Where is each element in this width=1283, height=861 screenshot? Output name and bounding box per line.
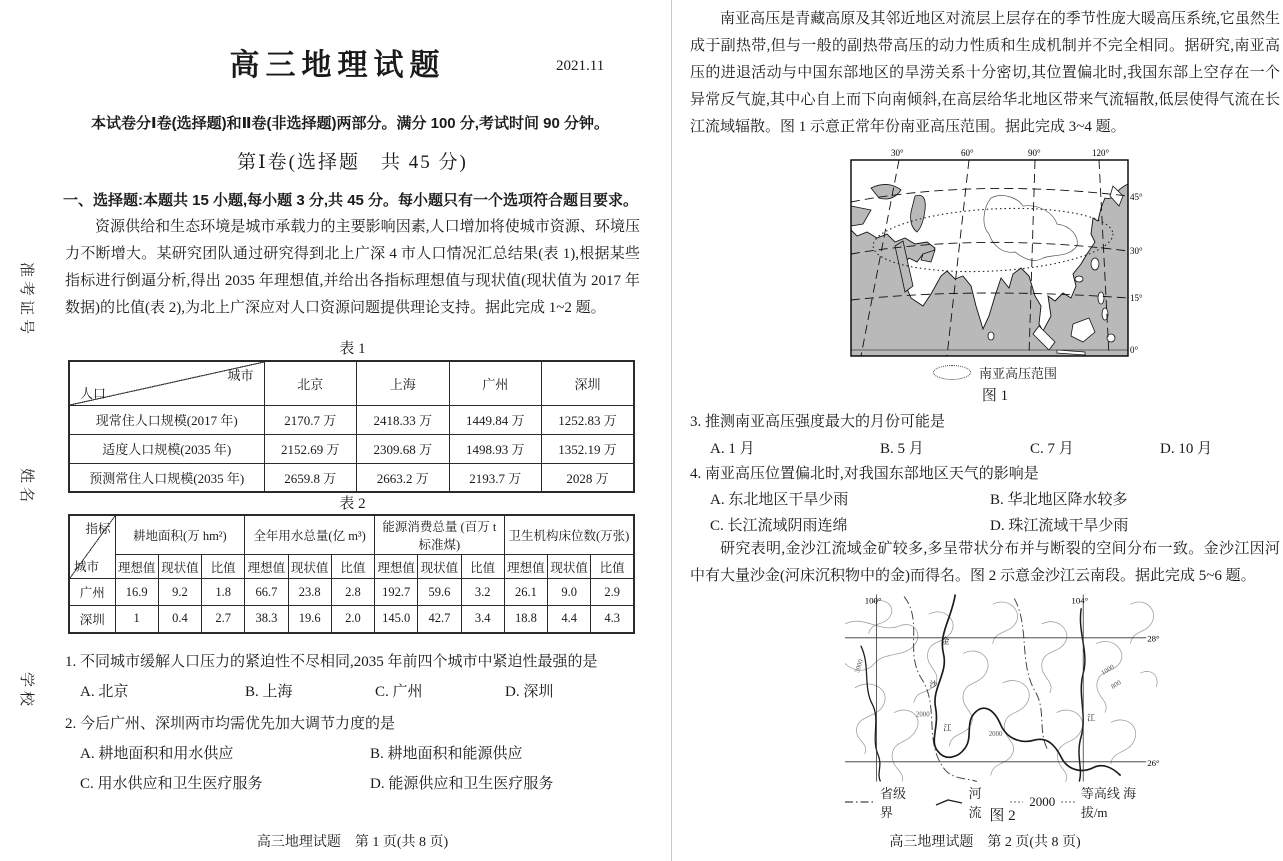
table2-cell: 16.9 bbox=[115, 579, 158, 606]
fig2-tick-104e: 104° bbox=[1071, 595, 1089, 606]
table-row bbox=[69, 606, 634, 633]
table2-row-label: 广州 bbox=[69, 579, 115, 606]
question-4-stem: 4. 南亚高压位置偏北时,对我国东部地区天气的影响是 bbox=[690, 466, 1039, 482]
fig1-tick-0: 0° bbox=[1130, 345, 1139, 355]
table2-subheader: 现状值 bbox=[158, 555, 201, 579]
table-row bbox=[69, 463, 634, 492]
table1-cell: 2418.33 万 bbox=[357, 405, 450, 434]
table2-corner-top: 指标 bbox=[85, 522, 111, 536]
fig2-legend-boundary: 省级界 bbox=[879, 786, 906, 820]
table2-cell: 9.0 bbox=[548, 579, 591, 606]
table2-subheader: 现状值 bbox=[418, 555, 461, 579]
figure-2-caption: 图 2 bbox=[989, 808, 1016, 824]
fig2-legend-contour-label: 等高线 海拔/m bbox=[1080, 786, 1137, 820]
question-3-stem: 3. 推测南亚高压强度最大的月份可能是 bbox=[690, 414, 946, 430]
question-2-options-row1 bbox=[65, 742, 640, 764]
table2-caption: 表 2 bbox=[339, 496, 366, 512]
table1-corner-bottom: 人口 bbox=[80, 385, 107, 401]
fig2-legend-river: 河流 bbox=[968, 786, 982, 820]
topo-map-graphic bbox=[845, 594, 1160, 782]
fig1-tick-60e: 60° bbox=[961, 148, 974, 158]
fig1-tick-15n: 15° bbox=[1130, 293, 1143, 303]
table2-corner-bottom: 城市 bbox=[74, 560, 100, 574]
table2-subheader: 理想值 bbox=[245, 555, 288, 579]
margin-label-name: 姓名 bbox=[18, 468, 35, 507]
table1-col-header: 广州 bbox=[449, 361, 542, 405]
fig2-legend-contour-value: 2000 bbox=[1029, 794, 1056, 809]
table2-cell: 2.8 bbox=[331, 579, 374, 606]
table-2 bbox=[68, 514, 635, 634]
intro-paragraph-jinsha-river: 研究表明,金沙江流域金矿较多,多呈带状分布并与断裂的空间分布一致。金沙江因河中有大量沙金(河床沉积物中的金)而得名。图 2 示意金沙江云南段。据此完成 5~6 题。 bbox=[690, 541, 1280, 584]
river-name-char: 金 bbox=[941, 636, 950, 646]
table2-cell: 1.8 bbox=[202, 579, 245, 606]
option-c: C. 7 月 bbox=[1030, 441, 1074, 457]
table1-cell: 2663.2 万 bbox=[357, 463, 450, 492]
table1-row-label: 预测常住人口规模(2035 年) bbox=[69, 463, 264, 492]
option-c: C. 长江流域阴雨连绵 bbox=[710, 518, 848, 534]
fig2-tick-100e: 100° bbox=[864, 595, 882, 606]
contour-label: 800 bbox=[1110, 679, 1123, 691]
table2-subheader: 现状值 bbox=[548, 555, 591, 579]
option-d: D. 深圳 bbox=[505, 684, 554, 700]
table2-subheader: 现状值 bbox=[288, 555, 331, 579]
table1-caption: 表 1 bbox=[339, 341, 366, 357]
fig1-legend-label: 南亚高压范围 bbox=[978, 366, 1057, 381]
page-title: 高三地理试题 bbox=[229, 49, 446, 82]
figure-2-map bbox=[845, 594, 1160, 787]
page2-footer: 高三地理试题 第 2 页(共 8 页) bbox=[889, 835, 1081, 850]
exam-info: 本试卷分Ⅰ卷(选择题)和Ⅱ卷(非选择题)两部分。满分 100 分,考试时间 90 分钟。 bbox=[91, 115, 609, 132]
table2-cell: 9.2 bbox=[158, 579, 201, 606]
table1-col-header: 上海 bbox=[357, 361, 450, 405]
option-b: B. 5 月 bbox=[880, 441, 924, 457]
table1-cell: 1498.93 万 bbox=[449, 434, 542, 463]
table1-cell: 1449.84 万 bbox=[449, 405, 542, 434]
question-1-options bbox=[65, 680, 640, 702]
question-4-options-row1 bbox=[690, 488, 1280, 510]
option-b: B. 上海 bbox=[245, 684, 293, 700]
contour-label: 1000 bbox=[1100, 663, 1116, 677]
table2-cell: 19.6 bbox=[288, 606, 331, 633]
table2-group-header: 全年用水总量(亿 m³) bbox=[245, 515, 375, 555]
figure-1-map bbox=[843, 146, 1143, 366]
table1-corner-cell bbox=[69, 361, 264, 405]
table-row bbox=[69, 405, 634, 434]
table1-cell: 1252.83 万 bbox=[542, 405, 635, 434]
table-row bbox=[69, 434, 634, 463]
table-row bbox=[69, 579, 634, 606]
table2-corner-cell bbox=[69, 515, 115, 579]
option-d: D. 10 月 bbox=[1160, 441, 1213, 457]
table2-subheader: 比值 bbox=[461, 555, 504, 579]
table1-col-header: 深圳 bbox=[542, 361, 635, 405]
table1-cell: 2152.69 万 bbox=[264, 434, 357, 463]
table2-cell: 0.4 bbox=[158, 606, 201, 633]
table2-cell: 2.7 bbox=[202, 606, 245, 633]
table1-col-header: 北京 bbox=[264, 361, 357, 405]
figure-1-caption: 图 1 bbox=[981, 388, 1009, 404]
table2-subheader: 比值 bbox=[202, 555, 245, 579]
table2-group-header: 卫生机构床位数(万张) bbox=[504, 515, 634, 555]
intro-paragraph-south-asia-high: 南亚高压是青藏高原及其邻近地区对流层上层存在的季节性庞大暖高压系统,它虽然生成于副热带,但与一般的副热带高压的动力性质和生成机制并不完全相同。据研究,南亚高压的进退活动与中国东部地区的旱涝关系十分密切,其位置偏北时,我国东部上空存在一个异常反气旋,其中心自上而下向南倾斜,在高层给华北地区带来气流辐散,低层使得气流在长江流域辐散。图 1 示意正常年份南亚高压范围。据此完成 3~4 题。 bbox=[690, 11, 1280, 135]
exam-date: 2021.11 bbox=[556, 58, 605, 74]
option-b: B. 耕地面积和能源供应 bbox=[370, 746, 523, 762]
table2-subheader: 比值 bbox=[591, 555, 634, 579]
section-title: 第Ⅰ卷(选择题 共 45 分) bbox=[237, 152, 468, 173]
table2-cell: 4.4 bbox=[548, 606, 591, 633]
dotted-ellipse-icon bbox=[933, 365, 971, 380]
table2-cell: 2.0 bbox=[331, 606, 374, 633]
table2-subheader: 比值 bbox=[331, 555, 374, 579]
option-a: A. 东北地区干旱少雨 bbox=[710, 492, 849, 508]
table2-subheader: 理想值 bbox=[115, 555, 158, 579]
table2-row-label: 深圳 bbox=[69, 606, 115, 633]
table1-cell: 2193.7 万 bbox=[449, 463, 542, 492]
fig2-tick-28n: 28° bbox=[1147, 633, 1160, 644]
question-3-options bbox=[690, 437, 1280, 459]
river-name-char: 江 bbox=[943, 723, 952, 733]
fig1-tick-30e: 30° bbox=[891, 148, 904, 158]
figure-1-legend bbox=[845, 363, 1145, 382]
section-note: 一、选择题:本题共 15 小题,每小题 3 分,共 45 分。每小题只有一个选项符合题目要求。 bbox=[63, 192, 639, 209]
option-d: D. 能源供应和卫生医疗服务 bbox=[370, 776, 554, 792]
table2-cell: 59.6 bbox=[418, 579, 461, 606]
page1-footer: 高三地理试题 第 1 页(共 8 页) bbox=[256, 835, 449, 850]
table1-row-label: 适度人口规模(2035 年) bbox=[69, 434, 264, 463]
table2-cell: 3.2 bbox=[461, 579, 504, 606]
fig1-tick-45n: 45° bbox=[1130, 192, 1143, 202]
table2-cell: 23.8 bbox=[288, 579, 331, 606]
question-1-stem: 1. 不同城市缓解人口压力的紧迫性不尽相同,2035 年前四个城市中紧迫性最强的是 bbox=[65, 654, 598, 670]
table1-cell: 1352.19 万 bbox=[542, 434, 635, 463]
option-b: B. 华北地区降水较多 bbox=[990, 492, 1128, 508]
table2-cell: 42.7 bbox=[418, 606, 461, 633]
table2-cell: 1 bbox=[115, 606, 158, 633]
table1-corner-top: 城市 bbox=[227, 368, 254, 383]
table2-cell: 192.7 bbox=[375, 579, 418, 606]
asia-map-graphic bbox=[843, 146, 1143, 361]
table2-cell: 2.9 bbox=[591, 579, 634, 606]
fig1-tick-30n: 30° bbox=[1130, 246, 1143, 256]
question-4-options-row2 bbox=[690, 514, 1280, 536]
table1-row-label: 现常住人口规模(2017 年) bbox=[69, 405, 264, 434]
table2-cell: 145.0 bbox=[375, 606, 418, 633]
table2-group-header: 耕地面积(万 hm²) bbox=[115, 515, 245, 555]
contour-label: 2000 bbox=[988, 731, 1003, 739]
fig1-tick-90e: 90° bbox=[1028, 148, 1041, 158]
table2-cell: 26.1 bbox=[504, 579, 547, 606]
margin-label-admission-number: 准考证号 bbox=[18, 262, 35, 339]
table2-group-header: 能源消费总量 (百万 t 标准煤) bbox=[375, 515, 505, 555]
table2-cell: 18.8 bbox=[504, 606, 547, 633]
table1-cell: 2170.7 万 bbox=[264, 405, 357, 434]
table1-cell: 2659.8 万 bbox=[264, 463, 357, 492]
table2-cell: 3.4 bbox=[461, 606, 504, 633]
table2-subheader: 理想值 bbox=[504, 555, 547, 579]
fig2-tick-26n: 26° bbox=[1147, 757, 1160, 768]
intro-paragraph-1: 资源供给和生态环境是城市承载力的主要影响因素,人口增加将使城市资源、环境压力不断增大。某研究团队通过研究得到北上广深 4 市人口情况汇总结果(表 1),根据某些指标进行倒逼分析,得出 2035 年理想值,并给出各指标理想值与现状值(现状值为 2017 年数据)的比值(表 2),为北上广深应对人口资源问题提供理论支持。据此完成 1~2 题。 bbox=[65, 219, 640, 316]
margin-label-school: 学校 bbox=[18, 672, 35, 711]
option-c: C. 用水供应和卫生医疗服务 bbox=[80, 776, 263, 792]
option-d: D. 珠江流域干旱少雨 bbox=[990, 518, 1129, 534]
river-name-char: 江 bbox=[1087, 713, 1096, 723]
option-a: A. 1 月 bbox=[710, 441, 755, 457]
table-1 bbox=[68, 360, 635, 493]
option-a: A. 耕地面积和用水供应 bbox=[80, 746, 234, 762]
contour-label: 2000 bbox=[915, 711, 930, 719]
table2-cell: 4.3 bbox=[591, 606, 634, 633]
table1-cell: 2309.68 万 bbox=[357, 434, 450, 463]
contour-label: 3000 bbox=[854, 658, 865, 674]
river-name-char: 沙 bbox=[929, 680, 938, 690]
option-a: A. 北京 bbox=[80, 684, 129, 700]
table2-cell: 66.7 bbox=[245, 579, 288, 606]
page-divider bbox=[671, 0, 672, 861]
question-2-options-row2 bbox=[65, 772, 640, 794]
question-2-stem: 2. 今后广州、深圳两市均需优先加大调节力度的是 bbox=[65, 716, 396, 732]
fig1-tick-120e: 120° bbox=[1092, 148, 1110, 158]
option-c: C. 广州 bbox=[375, 684, 423, 700]
table1-cell: 2028 万 bbox=[542, 463, 635, 492]
table2-cell: 38.3 bbox=[245, 606, 288, 633]
table2-subheader: 理想值 bbox=[375, 555, 418, 579]
